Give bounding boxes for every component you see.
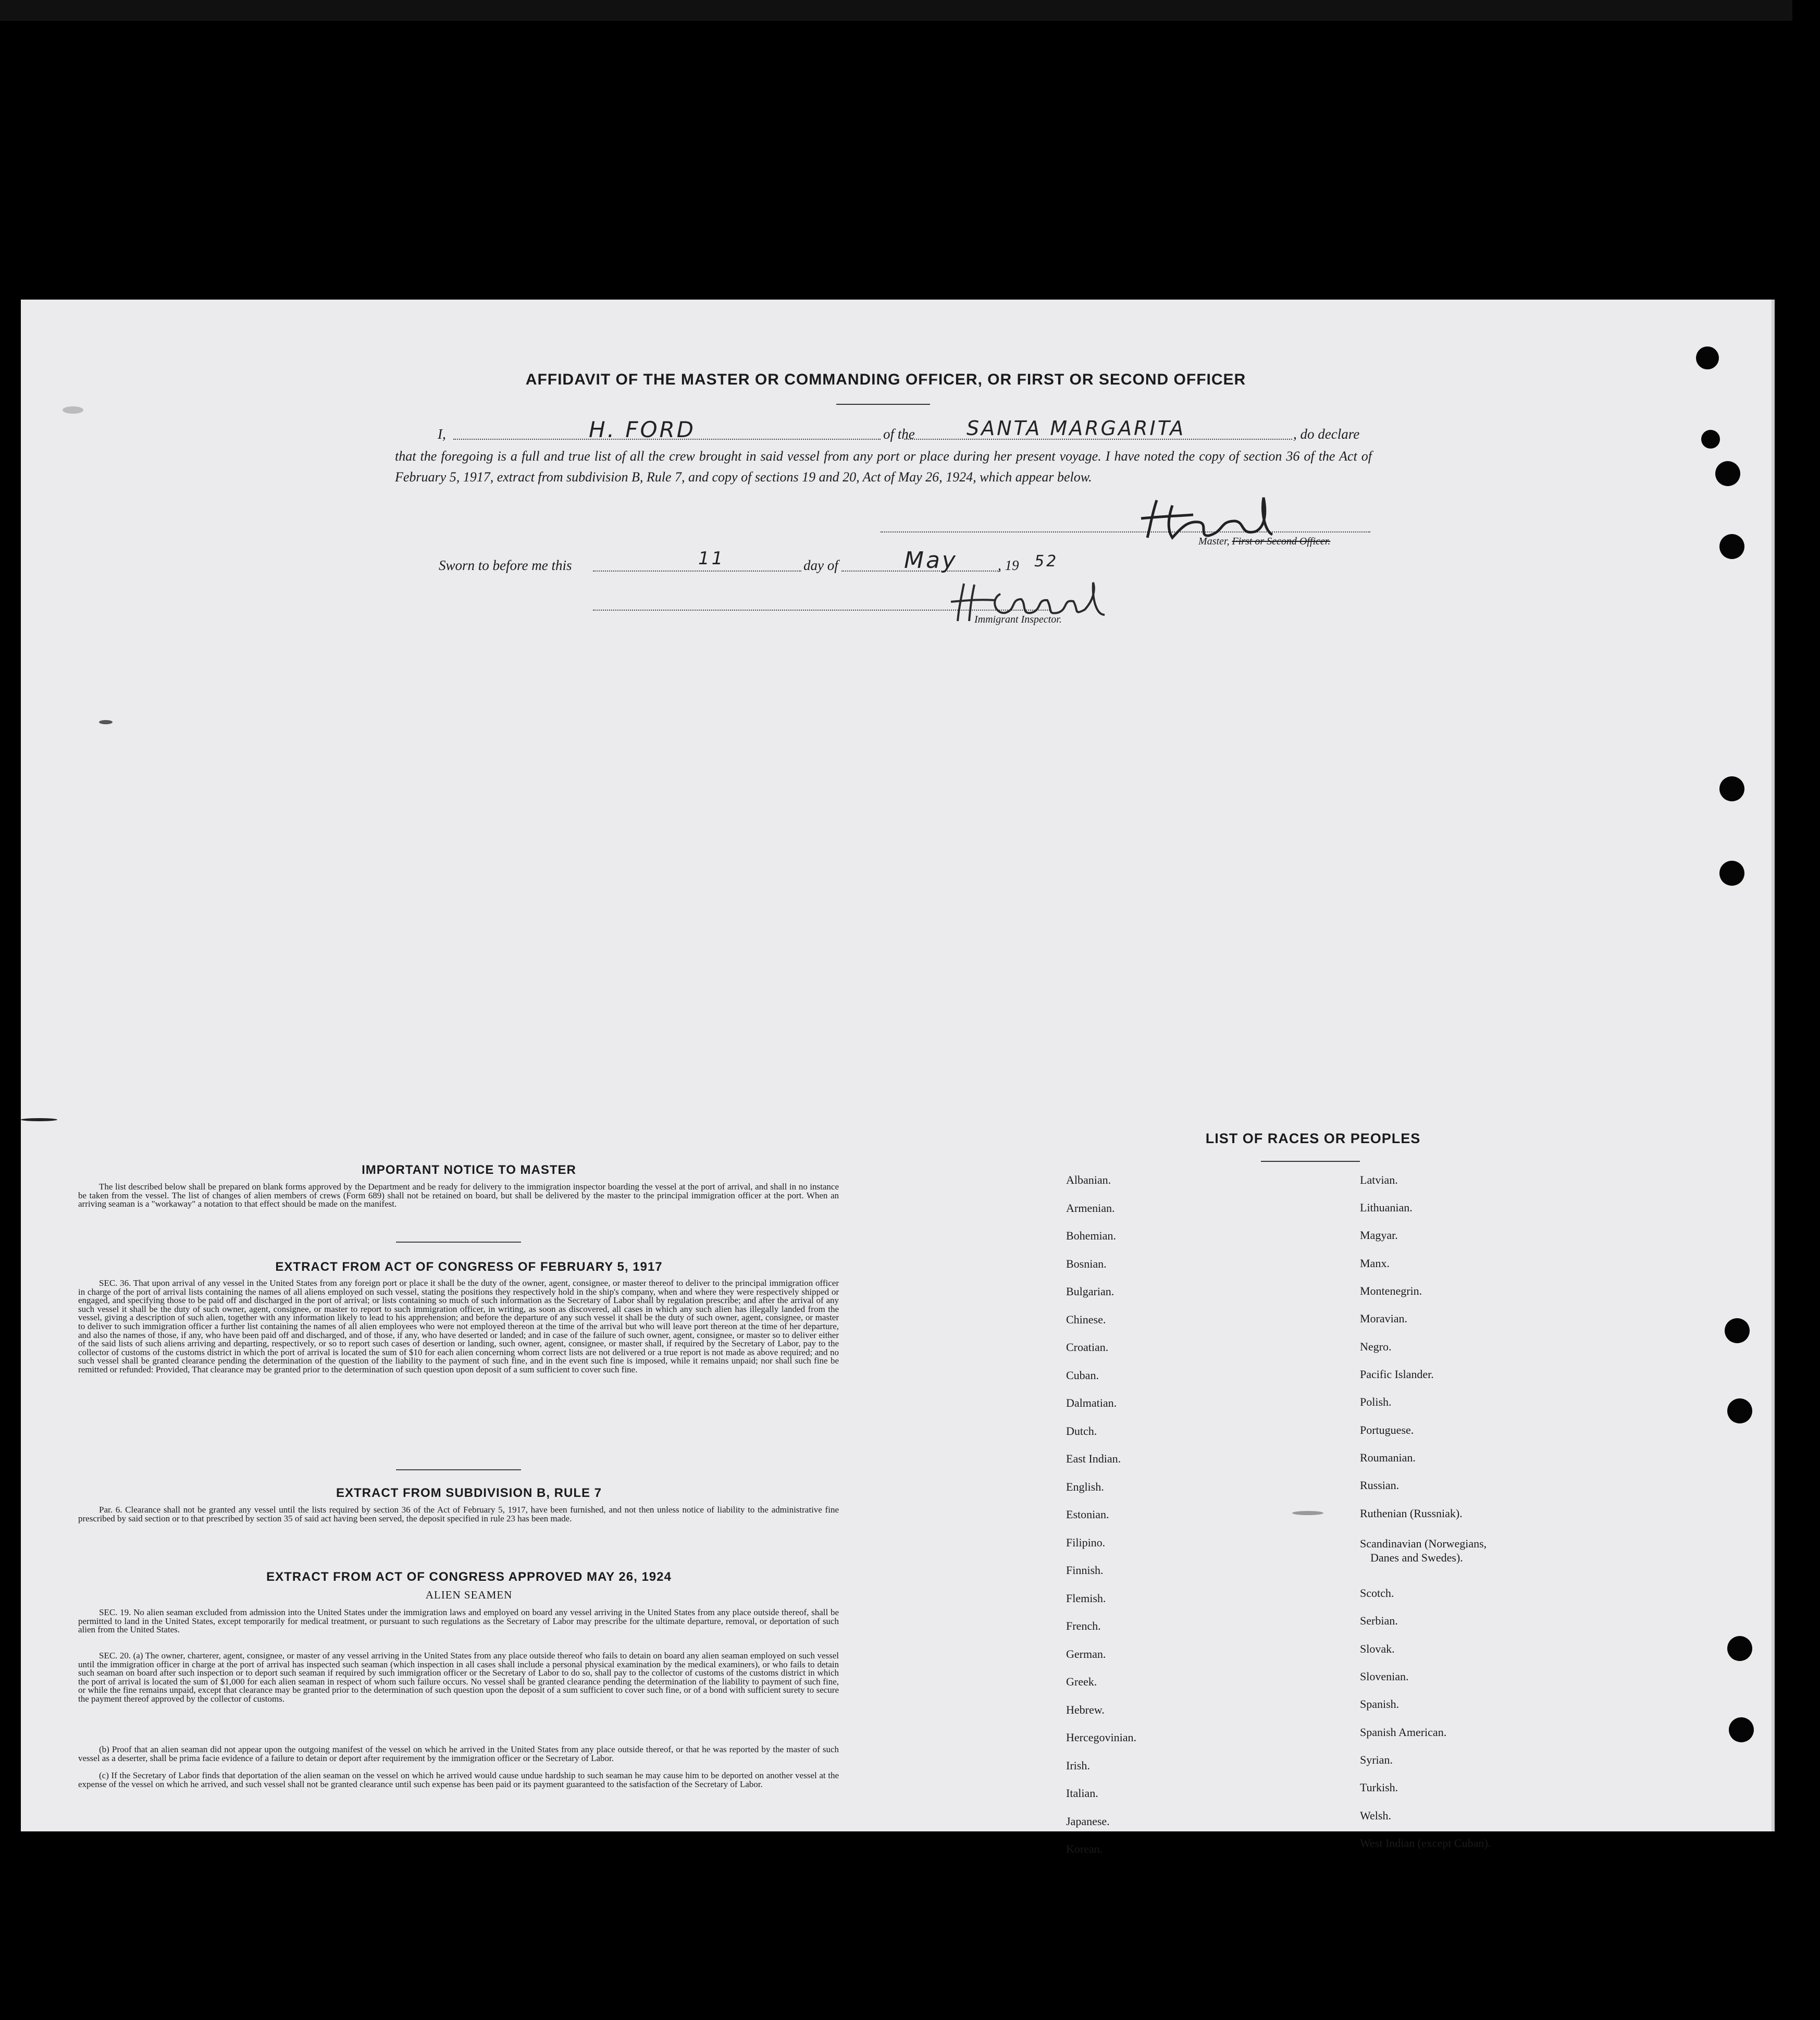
race-item: Serbian. [1360,1614,1398,1627]
race-item: Scandinavian (Norwegians, [1360,1537,1487,1550]
race-item: Estonian. [1066,1508,1109,1521]
race-item: Spanish. [1360,1697,1400,1711]
race-item: Magyar. [1360,1229,1398,1242]
punch-hole [1725,1318,1750,1343]
sworn-day-line [593,571,801,572]
race-item: Chinese. [1066,1312,1106,1326]
race-item: Irish. [1066,1758,1090,1772]
race-item: Cuban. [1066,1368,1099,1382]
race-item: Filipino. [1066,1535,1106,1549]
race-item: Montenegrin. [1360,1284,1422,1297]
race-item: Bohemian. [1066,1229,1116,1242]
race-item-continuation: Danes and Swedes). [1370,1551,1463,1564]
extract-1924-title: EXTRACT FROM ACT OF CONGRESS APPROVED MAY 26, 1924 [266,1570,672,1584]
race-item: Japanese. [1066,1814,1110,1828]
race-item: Korean. [1066,1842,1103,1855]
race-item: West Indian (except Cuban). [1360,1837,1491,1850]
race-item: Turkish. [1360,1781,1398,1794]
extract-1924-sec20a: SEC. 20. (a) The owner, charterer, agent, consignee, or master of any vessel arriving in the United States from any place outside thereof who fails to detain on board any alien seaman employed on such vessel until the immigration officer in charge at the port of arrival has inspected such seaman (which inspection in all cases shall include a personal physical examination by the medical examiners), or who fails to detain such seaman on board after such inspection or to deport such seaman if required by such immigration officer or the Secretary of Labor to do so, shall pay to the collector of customs of the customs district in which the port of arrival is located the sum of $1,000 for each alien seaman in respect of whom such failure occurs. No vessel shall be granted clearance pending the determination of the liability to payment of such fine, or while the fine remains unpaid, except that clearance may be granted prior to the determination of such question upon the deposit of a sum sufficient to cover such fine, or of a bond with sufficient surety to secure the payment thereof approved by the collector of customs. [78,1651,839,1704]
speck [99,720,113,724]
punch-hole [1719,534,1744,559]
day-of-label: day of [803,557,838,573]
race-item: East Indian. [1066,1452,1121,1465]
race-item: Flemish. [1066,1591,1106,1605]
race-item: Slovenian. [1360,1670,1409,1683]
races-underline [1261,1161,1360,1162]
divider-1 [396,1242,521,1243]
race-item: Scotch. [1360,1587,1394,1600]
race-item: Spanish American. [1360,1726,1447,1739]
punch-hole [1701,430,1720,449]
race-item: German. [1066,1647,1106,1660]
extract-rule7-text: Par. 6. Clearance shall not be granted any vessel until the lists required by section 36 of the Act of February 5, 1917, have been furnished, and not then unless notice of liability to the administrative fine prescribed by said section or to that prescribed by section 35 of said act having been served, the deposit specified in rule 23 has been made. [78,1505,839,1523]
sworn-label: Sworn to before me this [439,557,572,573]
race-item: Greek. [1066,1675,1097,1688]
scan-border-top [0,0,1820,21]
race-item: Bulgarian. [1066,1285,1115,1298]
smudge [1292,1511,1323,1515]
do-declare-label: , do declare [1293,426,1360,442]
divider-2 [396,1469,521,1470]
race-item: Ruthenian (Russniak). [1360,1507,1463,1520]
sworn-month-handwritten: May [904,547,958,574]
master-caption: Master, First or Second Officer. [1198,536,1331,547]
race-item: Dalmatian. [1066,1396,1117,1409]
inspector-caption: Immigrant Inspector. [974,614,1062,625]
affidavit-body: that the foregoing is a full and true list of all the crew brought in said vessel from any port or place during her present voyage. I have noted the copy of section 36 of the Act of February 5, 1917, extract from subdivision B, Rule 7, and copy of sections 19 and 20, Act of May 26, 1924, which appear below. [395,449,1372,485]
extract-1924-sec20b: (b) Proof that an alien seaman did not appear upon the outgoing manifest of the vessel on which he arrived in the United States from any place outside thereof, or that he was reported by the master of such vessel as a deserter, shall be prima facie evidence of a failure to detain or deport after requirement by the immigration officer or the Secretary of Labor. [78,1744,839,1763]
race-item: Slovak. [1360,1642,1395,1655]
race-item: Hercegovinian. [1066,1731,1136,1744]
extract-rule7-title: EXTRACT FROM SUBDIVISION B, RULE 7 [336,1486,602,1500]
punch-hole [1727,1636,1752,1661]
master-name-handwritten: H. FORD [589,417,696,442]
race-item: Finnish. [1066,1564,1104,1577]
punch-hole [1719,861,1744,886]
smudge [63,406,83,414]
vessel-name-handwritten: SANTA MARGARITA [967,417,1186,440]
race-item: Dutch. [1066,1424,1097,1437]
extract-1924-subtitle: ALIEN SEAMEN [425,1589,513,1601]
punch-hole [1715,461,1740,486]
race-item: Polish. [1360,1395,1392,1408]
affidavit-i-label: I, [438,426,446,442]
document-sheet [21,300,1775,1831]
master-signature [1136,490,1282,542]
race-item: Italian. [1066,1787,1098,1800]
race-item: Latvian. [1360,1173,1398,1186]
race-item: Hebrew. [1066,1703,1105,1716]
race-item: Lithuanian. [1360,1201,1413,1214]
races-title: LIST OF RACES OR PEOPLES [1205,1131,1421,1146]
race-item: Pacific Islander. [1360,1368,1434,1381]
race-item: Portuguese. [1360,1423,1414,1436]
race-item: French. [1066,1619,1101,1632]
year-prefix: , 19 [998,557,1019,573]
race-item: Bosnian. [1066,1257,1107,1270]
title-underline [836,404,930,405]
punch-hole [1719,776,1744,801]
scan-border-right [1792,0,1820,2020]
of-the-label: of the [883,426,915,442]
extract-1924-sec19: SEC. 19. No alien seaman excluded from admission into the United States under the immigration laws and employed on board any vessel arriving in the United States from any place outside thereof, shall be permitted to land in the United States, except temporarily for medical treatment, or pursuant to such regulations as the Secretary of Labor may prescribe for the ultimate departure, removal, or deportation of such alien from the United States. [78,1607,839,1635]
race-item: Moravian. [1360,1312,1408,1325]
race-item: Welsh. [1360,1809,1391,1822]
race-item: Armenian. [1066,1201,1115,1215]
race-item: Syrian. [1360,1753,1393,1766]
punch-hole [1727,1398,1752,1423]
punch-hole [1729,1717,1754,1742]
extract-1924-sec20c: (c) If the Secretary of Labor finds that deportation of the alien seaman on the vessel on which he arrived would cause undue hardship to such seaman he may cause him to be deported on another vessel at the expense of the vessel on which he arrived, and such vessel shall not be granted clearance until such expense has been paid or its payment guaranteed to the satisfaction of the Secretary of Labor. [78,1770,839,1789]
race-item: Negro. [1360,1340,1392,1353]
tear-mark [21,1118,57,1121]
race-item: Albanian. [1066,1173,1111,1186]
year-handwritten: 52 [1034,552,1059,571]
race-item: Roumanian. [1360,1451,1416,1464]
punch-hole [1696,346,1719,369]
affidavit-title: AFFIDAVIT OF THE MASTER OR COMMANDING OFFICER, OR FIRST OR SECOND OFFICER [525,371,1246,388]
extract-1917-text: SEC. 36. That upon arrival of any vessel in the United States from any foreign port or place it shall be the duty of the owner, agent, consignee, or master thereof to deliver to the principal immigration officer in charge of the port of arrival lists containing the names of all aliens employed on such vessel, stating the positions they respectively hold in the ship's company, when and where they were respectively shipped or engaged, and specifying those to be paid off and discharged in the port of arrival; or lists containing so much of such information as the Secretary of Labor shall by regulation prescribe; and after the arrival of any such vessel it shall be the duty of such owner, agent, consignee, or master to report to such immigration officer, in writing, as soon as discovered, all cases in which any such alien has illegally landed from the vessel, giving a description of such alien, together with any information likely to lead to his apprehension; and before the departure of any such vessel it shall be the duty of such owner, agent, consignee, or master to deliver to such immigration officer a further list containing the names of all alien employees who were not employed thereon at the time of the arrival but who will leave port thereon at the time of her departure, and also the names of those, if any, who have been paid off and discharged, and of those, if any, who have deserted or landed; and in case of the failure of such owner, agent, consignee, or master so to deliver either of the said lists of such aliens arriving and departing, respectively, or so to report such cases of desertion or landing, such owner, agent, consignee, or master shall, if required by the Secretary of Labor, pay to the collector of customs of the customs district in which the port of arrival is located the sum of $10 for each alien concerning whom correct lists are not delivered or a true report is not made as above required; and no such vessel shall be granted clearance pending the determination of the question of the liability to the payment of such fine, and in the event such fine is imposed, while it remains unpaid; nor shall such fine be remitted or refunded: Provided, That clearance may be granted prior to the determination of such question upon deposit of a sum sufficient to cover such fine. [78,1278,839,1374]
notice-title: IMPORTANT NOTICE TO MASTER [362,1163,576,1177]
race-item: English. [1066,1480,1104,1493]
notice-text: The list described below shall be prepared on blank forms approved by the Department and be ready for delivery to the immigration inspector boarding the vessel at the port of arrival, and shall in no instance be taken from the vessel. The list of changes of alien members of crews (Form 689) shall not be retained on board, but shall be delivered by the master to the principal immigration officer at the port. When an arriving seaman is a "workaway" a notation to that effect should be made on the manifest. [78,1182,839,1209]
race-item: Croatian. [1066,1341,1109,1354]
race-item: Manx. [1360,1257,1390,1270]
sworn-day-handwritten: 11 [698,548,725,569]
extract-1917-title: EXTRACT FROM ACT OF CONGRESS OF FEBRUARY 5, 1917 [275,1260,663,1274]
race-item: Russian. [1360,1479,1400,1492]
signature-line-master [881,531,1370,532]
